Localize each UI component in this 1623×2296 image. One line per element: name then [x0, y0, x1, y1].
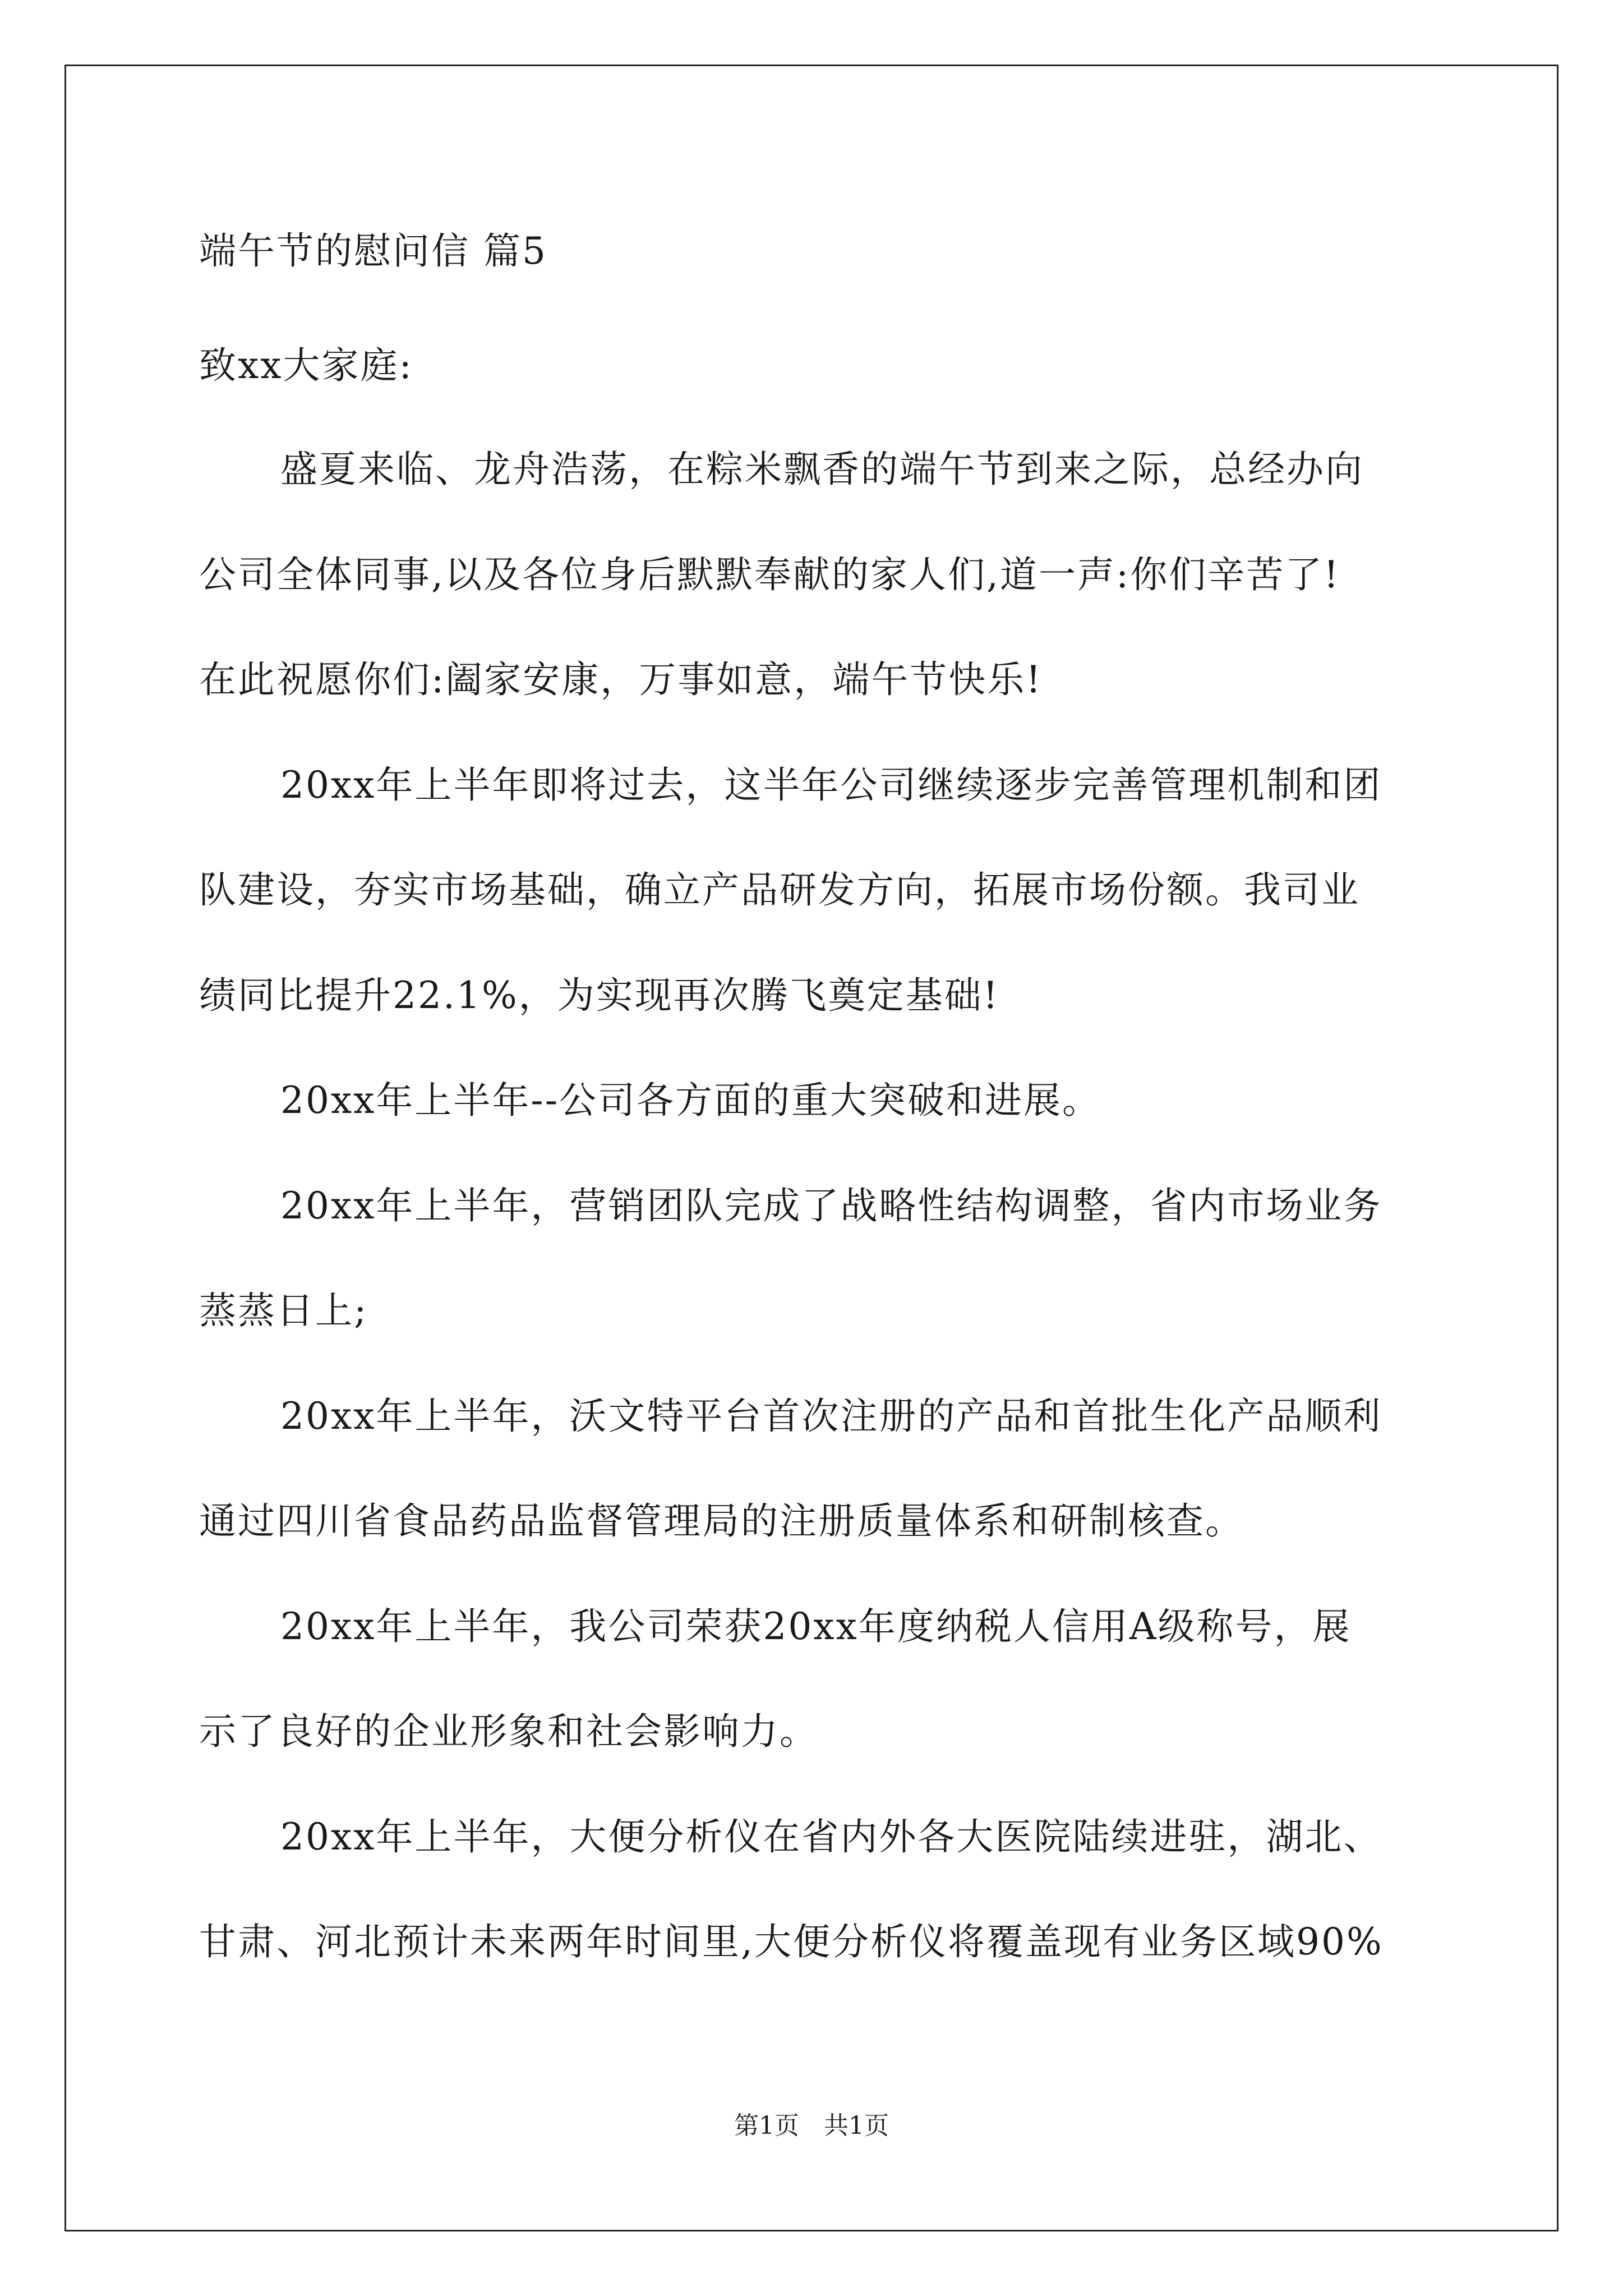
body-line: 20xx年上半年即将过去，这半年公司继续逐步完善管理机制和团 — [280, 763, 1382, 807]
body-line: 绩同比提升22.1%，为实现再次腾飞奠定基础! — [199, 974, 1000, 1017]
body-line: 蒸蒸日上; — [199, 1289, 368, 1332]
body-line: 甘肃、河北预计未来两年时间里,大便分析仪将覆盖现有业务区域90% — [199, 1920, 1384, 1963]
document-title: 端午节的慰问信 篇5 — [199, 229, 547, 273]
page-number-footer: 第1页 共1页 — [734, 2111, 889, 2140]
body-line: 20xx年上半年--公司各方面的重大突破和进展。 — [280, 1079, 1101, 1122]
body-line: 示了良好的企业形象和社会影响力。 — [199, 1710, 818, 1753]
page-border — [64, 65, 1559, 2231]
body-line: 公司全体同事,以及各位身后默默奉献的家人们,道一声:你们辛苦了! — [199, 553, 1340, 596]
greeting-line: 致xx大家庭: — [199, 344, 413, 387]
body-line: 在此祝愿你们:阖家安康，万事如意，端午节快乐! — [199, 658, 1043, 701]
body-line: 20xx年上半年，大便分析仪在省内外各大医院陆续进驻，湖北、 — [280, 1815, 1382, 1858]
body-line: 20xx年上半年，我公司荣获20xx年度纳税人信用A级称号，展 — [280, 1605, 1352, 1648]
body-line: 队建设，夯实市场基础，确立产品研发方向，拓展市场份额。我司业 — [199, 868, 1360, 912]
body-line: 盛夏来临、龙舟浩荡，在粽米飘香的端午节到来之际，总经办向 — [280, 448, 1364, 491]
body-line: 20xx年上半年，沃文特平台首次注册的产品和首批生化产品顺利 — [280, 1395, 1382, 1438]
body-line: 20xx年上半年，营销团队完成了战略性结构调整，省内市场业务 — [280, 1184, 1382, 1227]
body-line: 通过四川省食品药品监督管理局的注册质量体系和研制核查。 — [199, 1499, 1244, 1543]
